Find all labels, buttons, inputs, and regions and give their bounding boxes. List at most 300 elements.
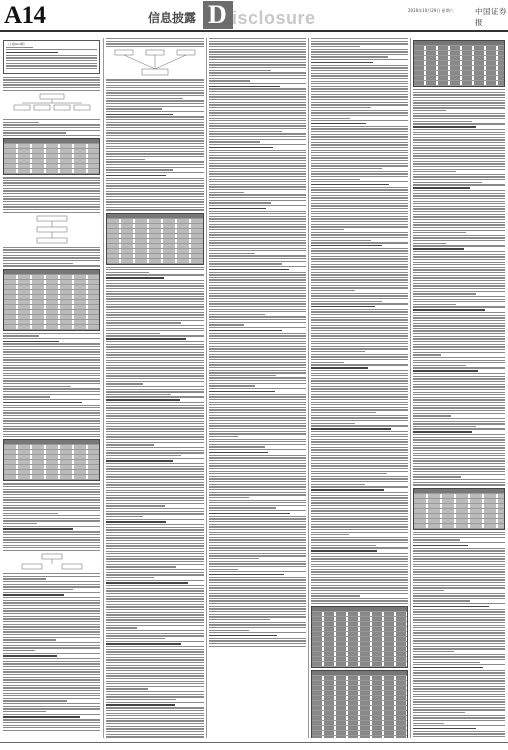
- text-line: [413, 701, 505, 702]
- text-line: [3, 531, 100, 532]
- text-line: [311, 256, 408, 257]
- text-line: [3, 629, 100, 630]
- text-line: [106, 527, 204, 528]
- text-line: [209, 324, 244, 325]
- text-line: [106, 545, 204, 546]
- text-line: [106, 500, 204, 501]
- text-line: [209, 221, 306, 222]
- text-line: [311, 396, 408, 397]
- text-line: [209, 603, 306, 604]
- text-line: [413, 482, 505, 483]
- text-line: [209, 420, 306, 421]
- text-line: [106, 41, 204, 42]
- text-line: [413, 384, 505, 385]
- text-line: [311, 386, 408, 387]
- text-line: [311, 444, 408, 445]
- text-line: [209, 372, 306, 373]
- text-line: [106, 431, 204, 432]
- data-table: [3, 269, 100, 331]
- text-line: [3, 600, 100, 601]
- text-line: [311, 295, 408, 296]
- text-line: [209, 285, 306, 286]
- text-line: [413, 280, 505, 281]
- text-line: [209, 333, 306, 334]
- text-line: [106, 524, 204, 525]
- text-line: [209, 428, 306, 429]
- text-line: [413, 376, 505, 377]
- text-line: [209, 96, 306, 97]
- text-line: [209, 558, 259, 559]
- text-line: [3, 365, 100, 366]
- text-line: [413, 694, 505, 695]
- text-line: [311, 449, 408, 450]
- text-line: [413, 118, 505, 119]
- text-line: [106, 590, 204, 591]
- text-line: [106, 728, 204, 729]
- text-line: [209, 574, 284, 576]
- text-line: [413, 662, 480, 663]
- text-line: [106, 167, 204, 168]
- text-line: [106, 399, 180, 401]
- text-line: [209, 375, 276, 376]
- equity-structure-figure: [110, 49, 200, 77]
- text-line: [106, 38, 204, 39]
- data-table: [413, 488, 505, 530]
- text-line: [413, 638, 505, 639]
- text-line: [106, 317, 204, 318]
- text-line: [3, 645, 100, 646]
- text-line: [209, 163, 306, 164]
- text-line: [106, 146, 204, 147]
- text-line: [413, 445, 505, 446]
- text-line: [3, 204, 100, 205]
- text-line: [106, 617, 204, 618]
- text-line: [413, 330, 505, 331]
- text-line: [3, 722, 100, 723]
- text-line: [209, 144, 306, 145]
- text-line: [106, 92, 204, 93]
- text-line: [106, 696, 204, 697]
- text-line: [209, 468, 306, 469]
- text-line: [3, 418, 100, 419]
- text-line: [209, 614, 306, 615]
- text-line: [106, 710, 204, 711]
- text-line: [209, 277, 306, 278]
- text-line: [413, 410, 505, 411]
- text-line: [311, 128, 408, 129]
- text-line: [3, 618, 100, 619]
- text-line: [106, 199, 204, 200]
- text-line: [3, 426, 100, 427]
- text-line: [311, 417, 408, 418]
- text-line: [3, 719, 100, 720]
- text-line: [209, 433, 306, 434]
- text-line: [209, 643, 306, 644]
- text-line: [106, 193, 204, 194]
- text-line: [209, 346, 306, 347]
- text-line: [311, 319, 408, 320]
- text-line: [106, 609, 204, 610]
- text-line: [106, 673, 204, 674]
- text-line: [209, 616, 306, 617]
- text-line: [413, 251, 505, 252]
- text-line: [209, 569, 238, 570]
- text-line: [413, 542, 505, 543]
- text-line: [209, 439, 306, 440]
- text-line: [106, 421, 204, 422]
- text-line: [209, 266, 306, 267]
- text-line: [311, 497, 408, 498]
- text-line: [3, 373, 100, 374]
- text-line: [311, 311, 408, 312]
- text-line: [311, 282, 408, 283]
- text-line: [209, 341, 306, 342]
- text-line: [413, 453, 505, 454]
- text-line: [413, 230, 505, 231]
- text-line: [106, 436, 204, 437]
- text-line: [311, 91, 408, 92]
- text-line: [413, 158, 505, 159]
- text-line: [3, 542, 100, 543]
- text-line: [209, 402, 306, 403]
- text-line: [311, 561, 408, 562]
- text-line: [413, 577, 505, 578]
- text-line: [311, 131, 408, 132]
- text-line: [3, 122, 39, 123]
- text-line: [3, 510, 100, 511]
- text-line: [209, 211, 306, 212]
- text-line: [106, 354, 204, 355]
- text-line: [106, 373, 204, 374]
- text-line: [311, 115, 408, 116]
- text-line: [106, 426, 204, 427]
- text-line: [3, 497, 100, 498]
- text-line: [311, 46, 360, 47]
- text-line: [209, 502, 306, 503]
- text-line: [413, 137, 505, 138]
- text-line: [413, 309, 485, 311]
- text-line: [311, 216, 408, 217]
- text-line: [209, 630, 249, 631]
- text-line: [311, 250, 408, 251]
- text-line: [413, 680, 505, 681]
- text-line: [209, 316, 306, 317]
- text-line: [413, 569, 505, 570]
- text-line: [311, 452, 408, 453]
- text-line: [209, 582, 306, 583]
- text-line: [3, 526, 100, 527]
- text-line: [209, 364, 306, 365]
- text-line: [3, 188, 100, 189]
- text-line: [106, 357, 204, 358]
- text-line: [106, 333, 160, 334]
- text-line: [209, 99, 306, 100]
- text-line: [3, 677, 100, 678]
- text-line: [3, 653, 100, 654]
- text-line: [106, 662, 204, 663]
- text-line: [413, 240, 505, 241]
- text-line: [209, 118, 306, 119]
- text-line: [3, 351, 100, 352]
- text-line: [3, 499, 100, 500]
- text-line: [209, 186, 306, 187]
- text-line: [3, 610, 100, 611]
- text-line: [311, 399, 408, 400]
- text-line: [209, 234, 306, 235]
- text-line: [311, 391, 408, 392]
- text-line: [413, 176, 505, 177]
- text-line: [311, 197, 408, 198]
- text-line: [3, 431, 100, 432]
- text-line: [209, 78, 306, 79]
- text-line: [311, 441, 408, 442]
- text-line: [311, 110, 408, 111]
- text-line: [3, 84, 100, 85]
- text-line: [209, 115, 306, 116]
- text-line: [209, 457, 306, 458]
- text-line: [6, 65, 97, 66]
- text-line: [209, 638, 306, 639]
- text-line: [413, 134, 505, 135]
- text-line: [413, 150, 505, 151]
- text-line: [106, 423, 204, 424]
- text-line: [3, 671, 100, 672]
- text-line: [413, 299, 505, 300]
- text-line: [413, 362, 505, 363]
- text-line: [106, 159, 145, 160]
- text-line: [413, 227, 505, 228]
- text-line: [3, 693, 100, 694]
- text-line: [209, 423, 306, 424]
- text-line: [209, 455, 306, 456]
- text-line: [413, 595, 505, 596]
- text-line: [311, 94, 408, 95]
- text-line: [311, 486, 408, 487]
- text-line: [106, 537, 204, 538]
- text-line: [311, 574, 408, 575]
- text-line: [413, 479, 505, 480]
- text-line: [209, 425, 306, 426]
- text-line: [209, 150, 306, 151]
- text-line: [209, 298, 306, 299]
- text-line: [3, 386, 71, 387]
- text-line: [106, 267, 204, 268]
- text-line: [311, 155, 408, 156]
- text-line: [6, 63, 97, 64]
- text-line: [311, 279, 408, 280]
- text-line: [311, 590, 408, 591]
- text-line: [311, 425, 408, 426]
- text-line: [209, 192, 244, 193]
- text-line: [3, 335, 39, 336]
- text-line: [209, 600, 306, 601]
- text-line: [311, 521, 408, 522]
- text-line: [311, 173, 408, 174]
- article-column-2: [106, 38, 204, 738]
- text-line: [106, 720, 204, 721]
- text-line: [413, 707, 505, 708]
- text-line: [413, 651, 454, 652]
- text-line: [106, 715, 204, 716]
- text-line: [3, 333, 100, 334]
- text-line: [6, 47, 33, 48]
- text-line: [3, 391, 100, 392]
- text-line: [3, 177, 100, 178]
- text-line: [413, 317, 505, 318]
- text-line: [311, 603, 408, 604]
- text-line: [311, 189, 408, 190]
- text-line: [209, 385, 255, 386]
- text-line: [3, 378, 100, 379]
- text-line: [413, 582, 505, 583]
- text-line: [311, 516, 408, 517]
- text-line: [413, 394, 505, 395]
- text-line: [311, 354, 408, 355]
- text-line: [3, 412, 100, 413]
- text-line: [106, 116, 204, 117]
- text-line: [3, 586, 100, 587]
- text-line: [413, 656, 505, 657]
- text-line: [413, 100, 505, 101]
- text-line: [3, 77, 100, 78]
- text-line: [3, 486, 100, 487]
- text-line: [209, 356, 306, 357]
- text-line: [209, 524, 306, 525]
- text-line: [209, 197, 306, 198]
- text-line: [413, 338, 505, 339]
- text-line: [209, 107, 306, 108]
- text-line: [413, 94, 505, 95]
- text-line: [311, 261, 408, 262]
- text-line: [106, 665, 204, 666]
- text-line: [209, 322, 306, 323]
- text-line: [3, 631, 100, 632]
- text-line: [209, 354, 306, 355]
- text-line: [209, 571, 306, 572]
- text-line: [3, 343, 100, 344]
- text-line: [311, 314, 408, 315]
- text-line: [209, 141, 260, 142]
- text-line: [413, 349, 505, 350]
- text-line: [413, 460, 505, 461]
- text-line: [413, 627, 505, 628]
- text-line: [413, 346, 505, 347]
- text-line: [209, 449, 306, 450]
- text-line: [209, 245, 306, 246]
- text-line: [311, 136, 408, 137]
- text-line: [106, 519, 204, 520]
- text-line: [413, 728, 476, 730]
- text-line: [106, 175, 166, 177]
- text-line: [106, 734, 204, 735]
- text-line: [209, 309, 306, 310]
- text-line: [209, 125, 306, 126]
- text-line: [311, 539, 408, 540]
- text-line: [311, 558, 408, 559]
- text-line: [413, 275, 505, 276]
- text-line: [413, 126, 476, 128]
- text-line: [3, 597, 100, 598]
- text-line: [209, 407, 306, 408]
- text-line: [311, 160, 408, 161]
- text-line: [106, 678, 204, 679]
- text-line: [209, 110, 306, 111]
- text-line: [413, 617, 505, 618]
- text-line: [413, 622, 505, 623]
- text-line: [209, 547, 306, 548]
- text-line: [3, 180, 100, 181]
- text-line: [209, 611, 306, 612]
- text-line: [209, 476, 306, 477]
- text-line: [106, 471, 204, 472]
- text-line: [209, 248, 306, 249]
- text-line: [311, 330, 408, 331]
- text-line: [106, 551, 204, 552]
- text-line: [3, 130, 100, 131]
- text-line: [413, 455, 505, 456]
- text-line: [413, 672, 505, 673]
- text-line: [311, 404, 408, 405]
- text-line: [413, 254, 505, 255]
- text-line: [311, 439, 408, 440]
- text-line: [413, 474, 505, 475]
- text-line: [3, 252, 100, 253]
- text-line: [311, 248, 408, 249]
- text-line: [106, 178, 204, 179]
- text-line: [209, 640, 306, 641]
- text-line: [413, 354, 441, 355]
- text-line: [209, 131, 282, 132]
- text-line: [413, 691, 505, 692]
- text-line: [106, 330, 204, 331]
- text-line: [311, 564, 408, 565]
- text-line: [3, 547, 100, 548]
- text-line: [3, 626, 100, 627]
- text-line: [311, 65, 408, 66]
- text-line: [413, 344, 505, 345]
- text-line: [413, 534, 505, 535]
- text-line: [106, 285, 204, 286]
- text-line: [106, 396, 204, 397]
- text-line: [106, 476, 204, 477]
- text-line: [413, 428, 505, 429]
- text-line: [311, 341, 408, 342]
- text-line: [3, 198, 100, 199]
- text-line: [209, 452, 268, 454]
- text-line: [3, 370, 100, 371]
- text-line: [413, 426, 476, 427]
- text-line: [3, 489, 100, 490]
- text-line: [106, 588, 204, 589]
- text-line: [413, 683, 505, 684]
- text-line: [209, 391, 275, 393]
- text-line: [3, 674, 100, 675]
- text-line: [3, 669, 100, 670]
- text-line: [413, 720, 505, 721]
- text-line: [311, 556, 408, 557]
- text-line: [106, 439, 204, 440]
- text-line: [3, 621, 100, 622]
- section-title-en: isclosure: [232, 8, 316, 28]
- text-line: [311, 221, 408, 222]
- text-line: [106, 207, 204, 208]
- text-line: [106, 367, 204, 368]
- text-line: [106, 43, 204, 44]
- table-row: [4, 475, 99, 480]
- text-line: [3, 87, 100, 88]
- text-line: [3, 513, 58, 514]
- text-line: [106, 428, 204, 429]
